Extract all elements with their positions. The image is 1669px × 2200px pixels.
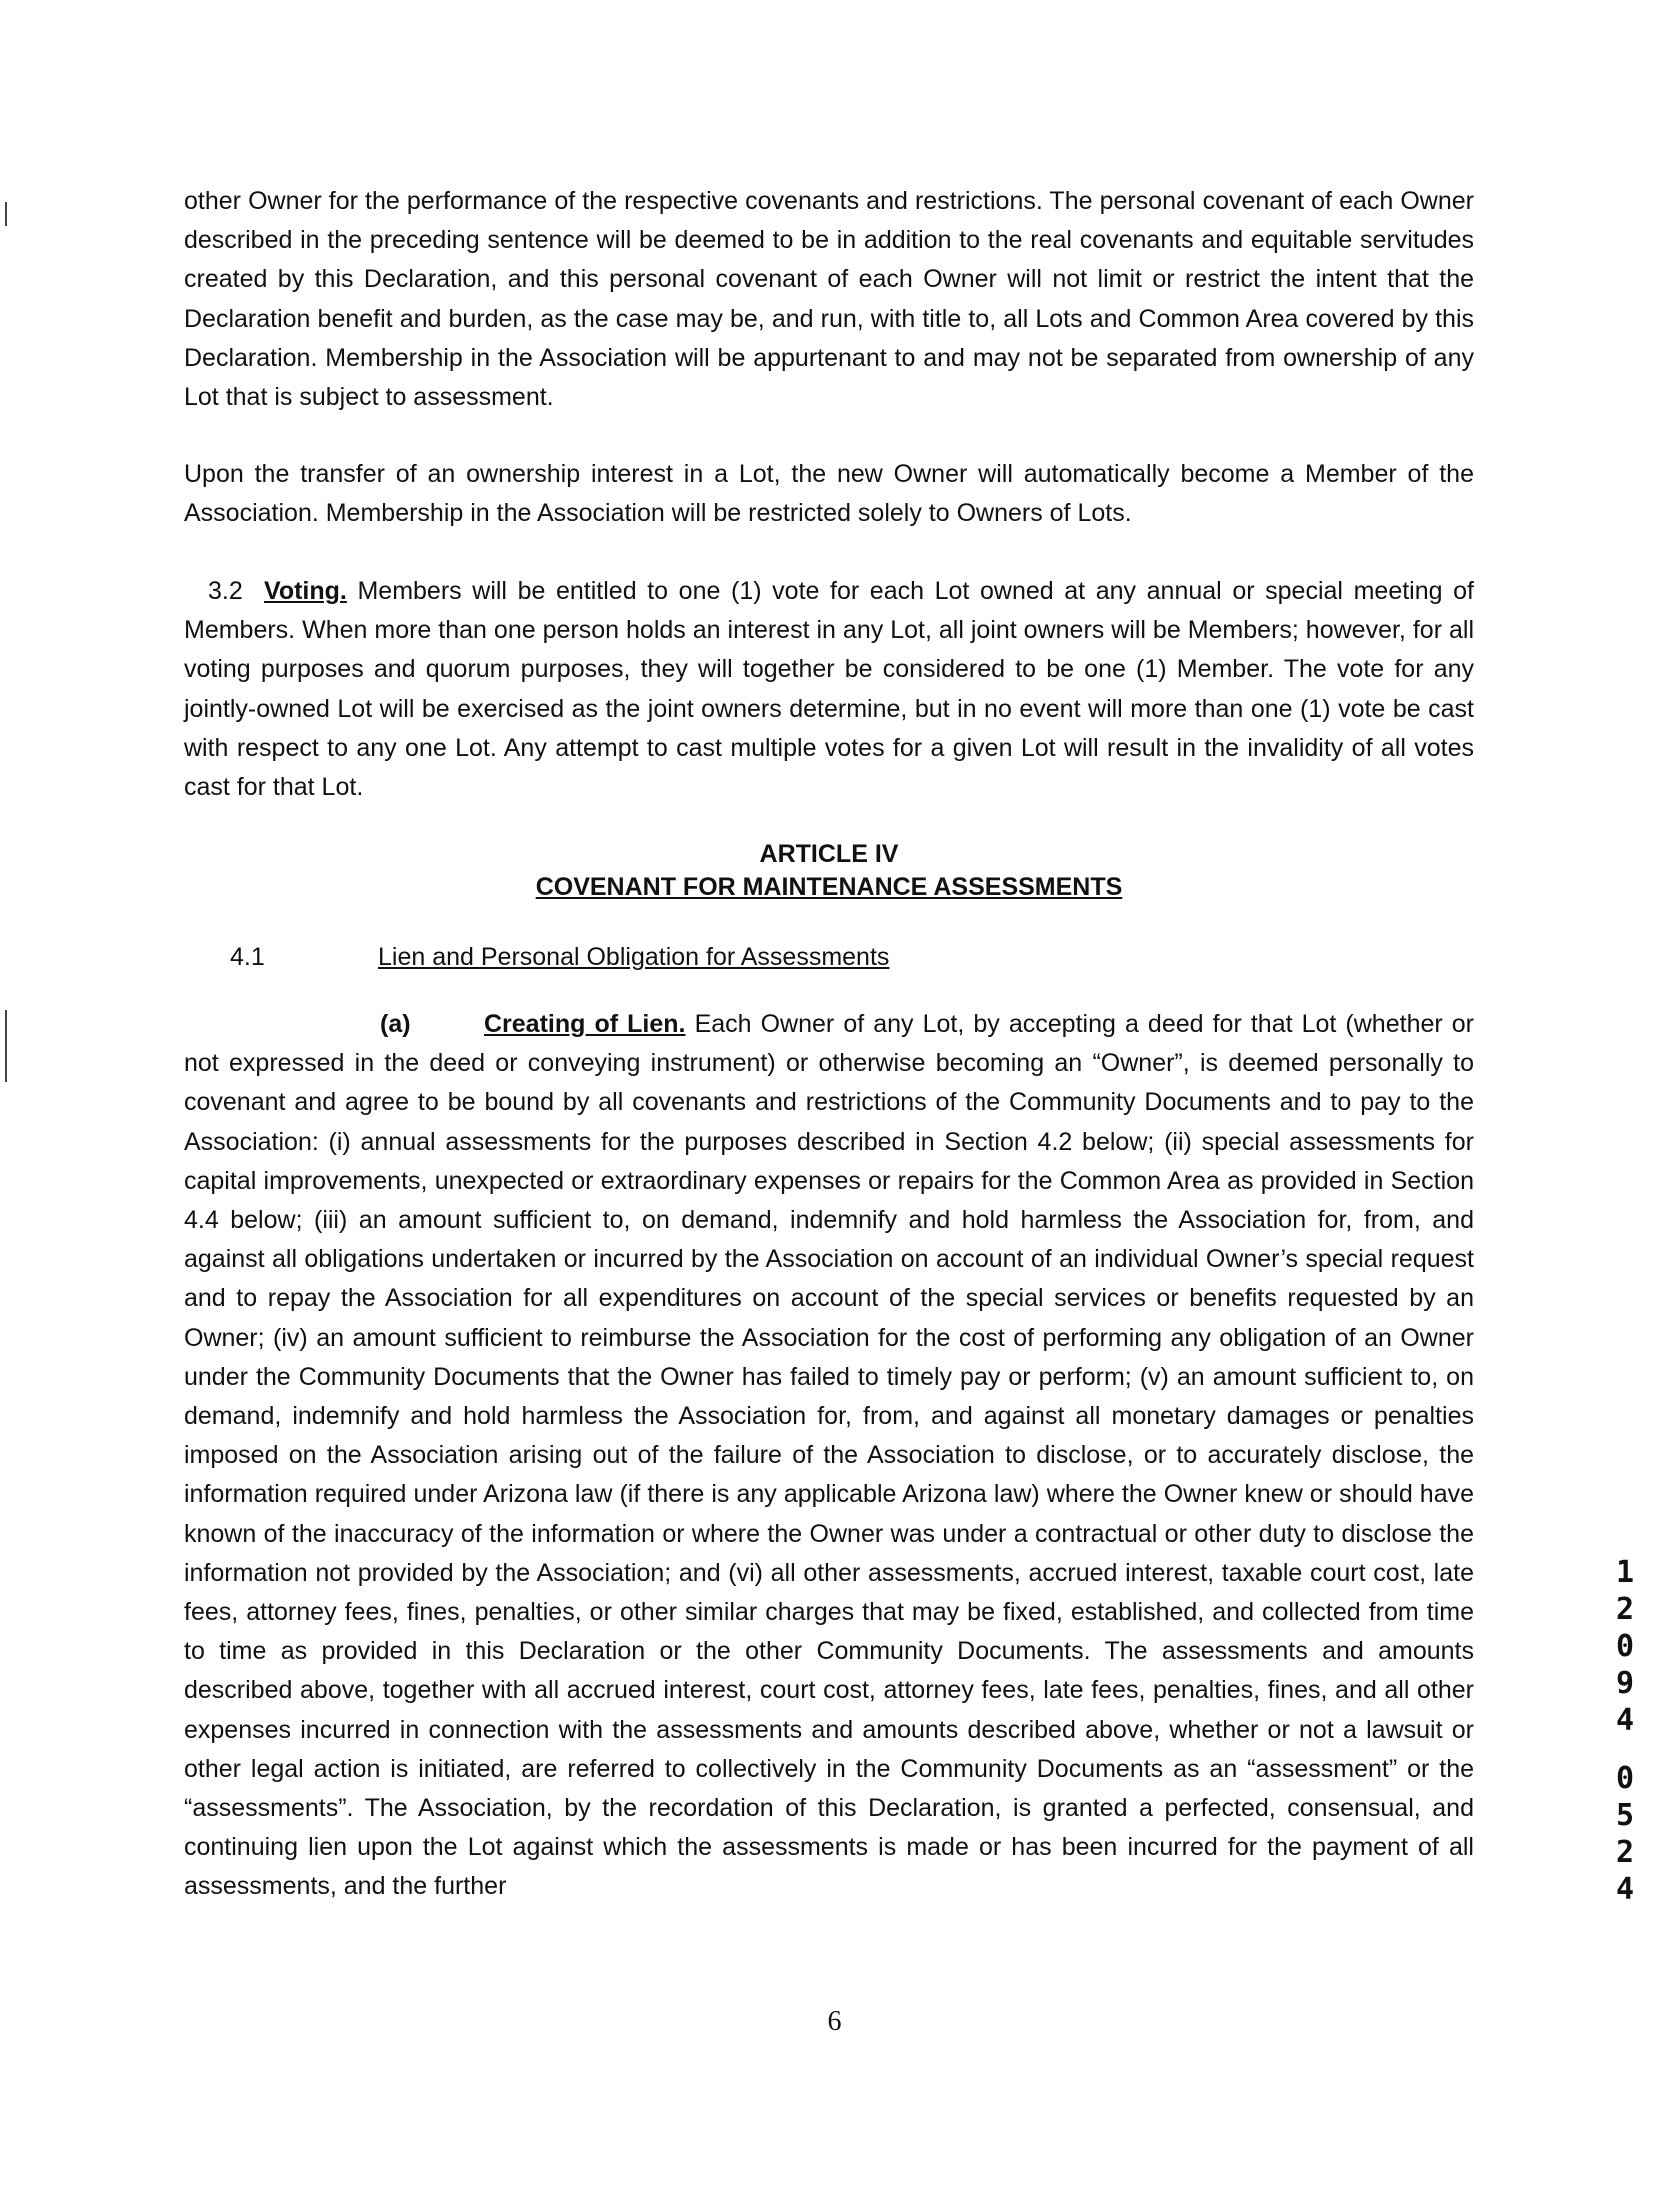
section-title: Lien and Personal Obligation for Assessments (378, 943, 890, 971)
section-number: 4.1 (230, 943, 265, 971)
stamp-digit: 2 (1615, 1592, 1635, 1627)
margin-change-bar (5, 202, 7, 226)
margin-change-bar (5, 1010, 7, 1082)
clause-body: Each Owner of any Lot, by accepting a deed for that Lot (whether or not expressed in the deed or conveying instrument) or otherwise becoming an “Owner”, is deemed personally to covenant and agree to be bound by all covenants and restrictions of the Community Documents and to pay to the Association: (i) annual assessments for the purposes described in Section 4.2 below; (ii) special assessments for capital improvements, unexpected or extraordinary expenses or repairs for the Common Area as provided in Section 4.4 below; (iii) an amount sufficient to, on demand, indemnify and hold harmless the Association for, from, and against all obligations undertaken or incurred by the Association on account of an individual Owner’s special request and to repay the Association for all expenditures on account of the special services or benefits requested by an Owner; (iv) an amount sufficient to reimburse the Association for the cost of performing any obligation of an Owner under the Community Documents that the Owner has failed to timely pay or perform; (v) an amount sufficient to, on demand, indemnify and hold harmless the Association for, from, and against all monetary damages or penalties imposed on the Association arising out of the failure of the Association to disclose, or to accurately disclose, the information required under Arizona law (if there is any applicable Arizona law) where the Owner knew or should have known of the inaccuracy of the information or where the Owner was under a contractual or other duty to disclose the information not provided by the Association; and (vi) all other assessments, accrued interest, taxable court cost, late fees, attorney fees, fines, penalties, or other similar charges that may be fixed, established, and collected from time to time as provided in this Declaration or the other Community Documents. The assessments and amounts described above, together with all accrued interest, court cost, attorney fees, late fees, penalties, fines, and all other expenses incurred in connection with the assessments and amounts described above, whether or not a lawsuit or other legal action is initiated, are referred to collectively in the Community Documents as an “assessment” or the “assessments”. The Association, by the recordation of this Declaration, is granted a perfected, consensual, and continuing lien upon the Lot against which the assessments is made or has been incurred for the payment of all assessments, and the further (184, 1010, 1474, 1901)
stamp-digit: 4 (1615, 1703, 1635, 1738)
section-4-1-heading (230, 938, 889, 977)
section-body: Members will be entitled to one (1) vote for each Lot owned at any annual or special meeting of Members. When more than one person holds an interest in any Lot, all joint owners will be Members; however, for all voting purposes and quorum purposes, they will together be considered to be one (1) Member. The vote for any jointly-owned Lot will be exercised as the joint owners determine, but in no event will more than one (1) vote be cast with respect to any one Lot. Any attempt to cast multiple votes for a given Lot will result in the invalidity of all votes cast for that Lot. (184, 577, 1474, 802)
transfer-paragraph: Upon the transfer of an ownership interest in a Lot, the new Owner will automatically become a Member of the Association. Membership in the Association will be restricted solely to Owners of Lots. (184, 460, 1474, 528)
article-title: COVENANT FOR MAINTENANCE ASSESSMENTS (535, 873, 1123, 901)
page-number: 6 (827, 2006, 842, 2037)
stamp-digit: 9 (1615, 1666, 1635, 1701)
section-3-2-paragraph (184, 572, 1474, 807)
stamp-digit: 0 (1615, 1761, 1635, 1796)
stamp-digit: 2 (1615, 1835, 1635, 1870)
clause-label: (a) (380, 1010, 411, 1038)
stamp-digit: 0 (1615, 1629, 1635, 1664)
article-heading (184, 838, 1474, 904)
continuation-paragraph: other Owner for the performance of the respective covenants and restrictions. The personal covenant of each Owner described in the preceding sentence will be deemed to be in addition to the real covenants and equitable servitudes created by this Declaration, and this personal covenant of each Owner will not limit or restrict the intent that the Declaration benefit and burden, as the case may be, and run, with title to, all Lots and Common Area covered by this Declaration. Membership in the Association will be appurtenant to and may not be separated from ownership of any Lot that is subject to assessment. (184, 187, 1474, 412)
section-title: Voting. (264, 577, 347, 605)
recording-stamp-bottom (1610, 1760, 1640, 1908)
stamp-digit: 1 (1615, 1555, 1635, 1590)
stamp-digit: 4 (1615, 1872, 1635, 1907)
section-number: 3.2 (208, 577, 243, 605)
article-label: ARTICLE IV (759, 840, 899, 868)
recording-stamp-top (1610, 1554, 1640, 1739)
clause-title: Creating of Lien. (484, 1010, 686, 1038)
clause-a-paragraph (184, 1005, 1474, 1907)
stamp-digit: 5 (1615, 1798, 1635, 1833)
